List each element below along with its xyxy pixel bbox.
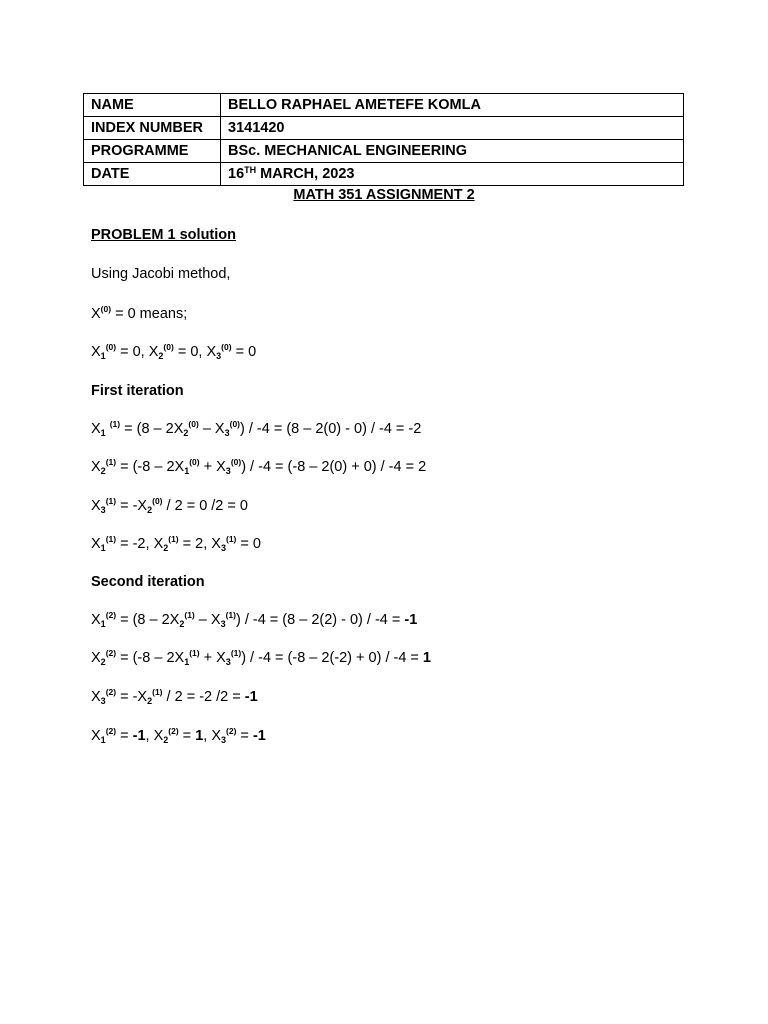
name-value: BELLO RAPHAEL AMETEFE KOMLA: [221, 94, 684, 117]
date-rest: MARCH, 2023: [256, 166, 355, 182]
date-label: DATE: [84, 163, 221, 186]
index-number-label: INDEX NUMBER: [84, 117, 221, 140]
assignment-title: MATH 351 ASSIGNMENT 2: [293, 187, 475, 203]
table-row: [84, 163, 684, 186]
problem-heading: PROBLEM 1 solution: [91, 227, 236, 243]
table-row: [84, 117, 684, 140]
second-iteration-x3: $X_3^{(2)} = -X_2^{(1)} / 2 = -2$ /2 = -1: [91, 687, 258, 706]
name-label: NAME: [84, 94, 221, 117]
programme-label: PROGRAMME: [84, 140, 221, 163]
first-iteration-heading: First iteration: [91, 383, 184, 399]
date-day: 16: [228, 166, 245, 182]
method-text: Using Jacobi method,: [91, 266, 231, 282]
index-number-value: 3141420: [221, 117, 684, 140]
first-iteration-x2: $X_2^{(1)} = (-8 - 2X_1^{(0)} + X_3^{(0)}) / -4 = (-8 - 2(0) + 0) / -4 = 2$: [91, 457, 427, 476]
programme-value: BSc. MECHANICAL ENGINEERING: [221, 140, 684, 163]
second-iteration-heading: Second iteration: [91, 574, 205, 590]
second-iteration-x2: $X_2^{(2)} = (-8 - 2X_1^{(1)} + X_3^{(1)}) / -4 = (-8 - 2(-2) + 0) / -4 = 1$: [91, 648, 431, 667]
date-value: [221, 163, 684, 186]
student-info-table: [83, 93, 684, 186]
initial-vector-line: $X^{(0)} = 0$ means;: [91, 304, 188, 322]
date-day-suffix: TH: [244, 165, 257, 175]
first-iteration-x1: $X_1$ $^{(1)} = (8 - 2X_2^{(0)} - X_3^{(0)}) / -4 = (8 - 2(0) - 0) / -4 = -2$: [91, 419, 422, 438]
second-iteration-x1: $X_1^{(2)} = (8 - 2X_2^{(1)} - X_3^{(1)}) / -4 = (8 - 2(2) - 0) / -4 = -1$: [91, 610, 418, 629]
first-iteration-x3: $X_3^{(1)} = -X_2^{(0)} / 2 = 0$ /2 = 0: [91, 496, 248, 515]
first-iteration-summary: $X_1^{(1)} = -2$, $X_2^{(1)} = 2$, $X_3^{(1)} = 0$: [91, 534, 261, 553]
table-row: [84, 94, 684, 117]
initial-values-line: $X_1^{(0)} = 0$, $X_2^{(0)} = 0$, $X_3^{(0)} = 0$: [91, 342, 257, 361]
table-row: [84, 140, 684, 163]
second-iteration-summary: $X_1^{(2)} = -1$, $X_2^{(2)} = 1$, $X_3^{(2)} = -1$: [91, 726, 266, 745]
